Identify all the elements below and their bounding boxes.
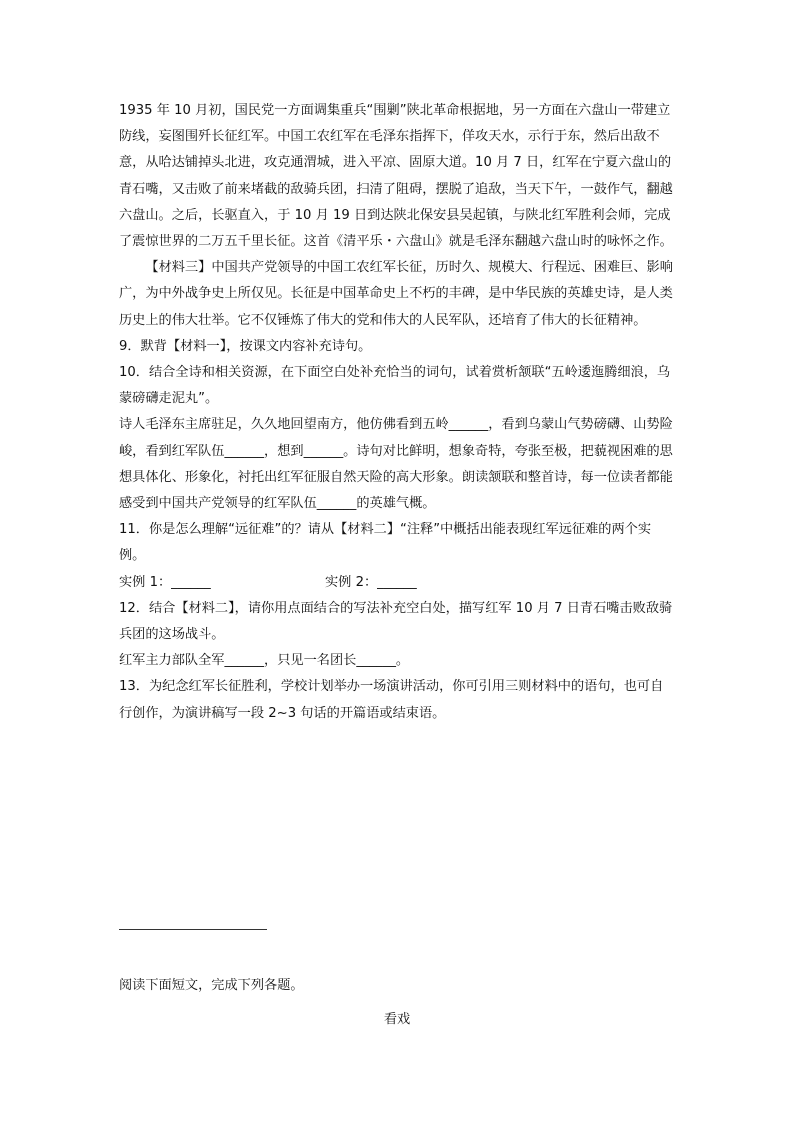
question-11-example-2: 实例 2：______ [325, 574, 417, 590]
question-12-fill-text: 红军主力部队全军______，只见一名团长______。 [119, 653, 410, 669]
question-13-prompt: 13．为纪念红军长征胜利，学校计划举办一场演讲活动，你可引用三则材料中的语句，也可自行创作，为演讲稿写一段 2~3 句话的开篇语或结束语。 [119, 679, 664, 721]
document-body [119, 98, 674, 727]
question-12-prompt: 12．结合【材料二】，请你用点面结合的写法补充空白处，描写红军 10 月 7 日青石嘴击败敌骑兵团的这场战斗。 [119, 600, 673, 643]
next-section-title: 看戏 [383, 1012, 411, 1027]
question-10-prompt: 10．结合全诗和相关资源，在下面空白处补充恰当的词句，试着赏析颔联“五岭逶迤腾细浪，乌蒙磅礴走泥丸”。 [119, 365, 671, 407]
question-9: 9．默背【材料一】，按课文内容补充诗句。 [119, 338, 372, 354]
material-3-paragraph: 【材料三】中国共产党领导的中国工农红军长征，历时久、规模大、行程远、困难巨、影响广，为中外战争史上所仅见。长征是中国革命史上不朽的丰碑，是中华民族的英雄史诗，是人类历史上的伟大壮举。它不仅锤炼了伟大的党和伟大的人民军队，还培育了伟大的长征精神。 [119, 260, 673, 328]
answer-line-divider [119, 929, 267, 930]
question-10-fill-text: 诗人毛泽东主席驻足，久久地回望南方，他仿佛看到五岭______，看到乌蒙山气势磅礴、山势险峻，看到红军队伍______，想到______。诗句对比鲜明，想象奇特，夸张至极，把藐视困难的思想具体化、形象化，衬托出红军征服自然天险的高大形象。朗读颔联和整首诗，每一位读者都能感受到中国共产党领导的红军队伍______的英雄气概。 [119, 417, 673, 512]
next-section-instruction: 阅读下面短文，完成下列各题。 [119, 978, 304, 993]
question-11-example-1: 实例 1：______ [119, 574, 211, 590]
question-11-examples [119, 570, 674, 596]
passage-paragraph-1: 1935 年 10 月初，国民党一方面调集重兵“围剿”陕北革命根据地，另一方面在六盘山一带建立防线，妄图围歼长征红军。中国工农红军在毛泽东指挥下，佯攻天水，示行于东，然后出敌不意，从哈达铺掉头北进，攻克通渭城，进入平凉、固原大道。10 月 7 日，红军在宁夏六盘山的青石嘴，又击败了前来堵截的敌骑兵团，扫清了阻碍，摆脱了追敌，当天下午，一鼓作气，翻越六盘山。之后，长驱直入，于 10 月 19 日到达陕北保安县吴起镇，与陕北红军胜利会师，完成了震惊世界的二万五千里长征。这首《清平乐・六盘山》就是毛泽东翻越六盘山时的咏怀之作。 [119, 103, 673, 250]
question-11-prompt: 11．你是怎么理解“远征难”的？请从【材料二】“注释”中概括出能表现红军远征难的两个实例。 [119, 522, 652, 564]
